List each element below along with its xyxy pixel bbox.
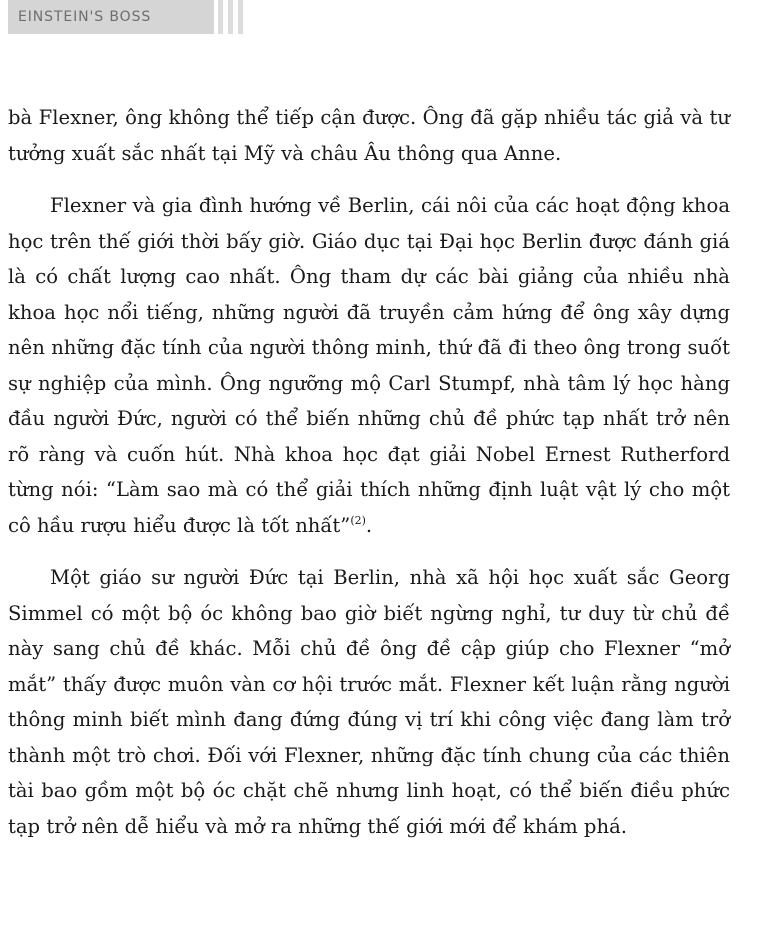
- paragraph-2-end: .: [365, 513, 373, 537]
- paragraph-1: bà Flexner, ông không thể tiếp cận được. Ông đã gặp nhiều tác giả và tư tưởng xuất sắc nhất tại Mỹ và châu Âu thông qua Anne.: [8, 106, 730, 165]
- footnote-marker: (2): [350, 513, 366, 527]
- paragraph-3: Một giáo sư người Đức tại Berlin, nhà xã hội học xuất sắc Georg Simmel có một bộ óc không bao giờ biết ngừng nghỉ, tư duy từ chủ đề này sang chủ đề khác. Mỗi chủ đề ông đề cập giúp cho Flexner “mở mắt” thấy được muôn vàn cơ hội trước mắt. Flexner kết luận rằng người thông minh biết mình đang đứng đúng vị trí khi công việc đang làm trở thành một trò chơi. Đối với Flexner, những đặc tính chung của các thiên tài bao gồm một bộ óc chặt chẽ nhưng linh hoạt, có thể biến điều phức tạp trở nên dễ hiểu và mở ra những thế giới mới để khám phá.: [8, 566, 730, 838]
- running-header-title: EINSTEIN'S BOSS: [18, 9, 152, 25]
- header-decoration-stripes: [218, 0, 243, 34]
- header-stripe: [238, 0, 243, 34]
- header-stripe: [228, 0, 233, 34]
- page-body: [8, 100, 730, 844]
- running-header: [8, 0, 214, 34]
- paragraph-2-text: Flexner và gia đình hướng về Berlin, cái nôi của các hoạt động khoa học trên thế giới thời bấy giờ. Giáo dục tại Đại học Berlin được đánh giá là có chất lượng cao nhất. Ông tham dự các bài giảng của nhiều nhà khoa học nổi tiếng, những người đã truyền cảm hứng để ông xây dựng nên những đặc tính của người thông minh, thứ đã đi theo ông trong suốt sự nghiệp của mình. Ông ngưỡng mộ Carl Stumpf, nhà tâm lý học hàng đầu người Đức, người có thể biến những chủ đề phức tạp nhất trở nên rõ ràng và cuốn hút. Nhà khoa học đạt giải Nobel Ernest Rutherford từng nói: “Làm sao mà có thể giải thích những định luật vật lý cho một cô hầu rượu hiểu được là tốt nhất”: [8, 194, 730, 537]
- paragraph-2: [8, 188, 730, 543]
- header-stripe: [218, 0, 223, 34]
